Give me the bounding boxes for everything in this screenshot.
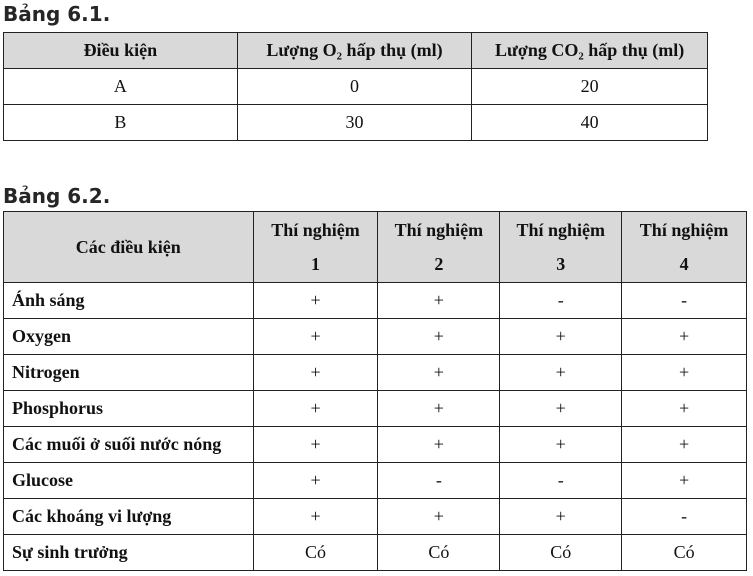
table-cell: Có [253, 535, 378, 571]
table-cell: + [378, 283, 500, 319]
table-cell: + [622, 391, 747, 427]
header-experiment-2 [378, 212, 500, 283]
table-cell: 40 [472, 105, 708, 141]
experiment-label: Thí nghiệm [516, 220, 605, 240]
table-cell: Có [622, 535, 747, 571]
table-cell: + [622, 463, 747, 499]
table-cell: + [500, 355, 622, 391]
header-o2-absorbed: Lượng O₂ hấp thụ (ml) [237, 33, 472, 69]
table-cell: 30 [237, 105, 472, 141]
table-row [4, 499, 747, 535]
experiment-number: 1 [311, 254, 321, 274]
experiment-label: Thí nghiệm [271, 220, 360, 240]
experiment-number: 4 [679, 254, 689, 274]
header-co2-absorbed: Lượng CO₂ hấp thụ (ml) [472, 33, 708, 69]
table-cell: + [378, 319, 500, 355]
experiment-label: Thí nghiệm [639, 220, 729, 240]
table-row [4, 535, 747, 571]
condition-cell: Phosphorus [4, 391, 254, 427]
table-row [4, 283, 747, 319]
table-cell: - [622, 283, 747, 319]
table-cell: + [500, 499, 622, 535]
table1-caption: Bảng 6.1. [3, 2, 111, 26]
table-cell: - [378, 463, 500, 499]
table-cell: + [500, 391, 622, 427]
table-cell: + [253, 499, 378, 535]
table-header-row [4, 33, 708, 69]
experiment-number: 3 [556, 254, 566, 274]
table-row [4, 463, 747, 499]
table-cell: + [253, 391, 378, 427]
table-row [4, 105, 708, 141]
condition-cell: Glucose [4, 463, 254, 499]
table-cell: + [500, 427, 622, 463]
table-row [4, 355, 747, 391]
table-cell: + [622, 319, 747, 355]
table-row [4, 319, 747, 355]
table-cell: 0 [237, 69, 472, 105]
table-cell: + [253, 427, 378, 463]
table-row [4, 391, 747, 427]
table-cell: 20 [472, 69, 708, 105]
table-6-1 [3, 32, 708, 141]
table-cell: + [253, 319, 378, 355]
condition-cell: Sự sinh trưởng [4, 535, 254, 571]
table-cell: - [500, 283, 622, 319]
header-experiment-1 [253, 212, 378, 283]
table-cell: + [253, 463, 378, 499]
condition-cell: Các muối ở suối nước nóng [4, 427, 254, 463]
header-experiment-4 [622, 212, 747, 283]
condition-cell: Oxygen [4, 319, 254, 355]
table2-caption: Bảng 6.2. [3, 184, 111, 208]
table-row [4, 69, 708, 105]
table-cell: + [622, 427, 747, 463]
table-cell: B [4, 105, 238, 141]
condition-cell: Ánh sáng [4, 283, 254, 319]
condition-cell: Nitrogen [4, 355, 254, 391]
table-cell: + [378, 355, 500, 391]
table-cell: + [253, 283, 378, 319]
header-condition: Điều kiện [4, 33, 238, 69]
table-cell: Có [500, 535, 622, 571]
table-cell: + [378, 499, 500, 535]
table-6-2 [3, 211, 747, 571]
table-cell: A [4, 69, 238, 105]
table-cell: + [378, 391, 500, 427]
header-conditions: Các điều kiện [4, 212, 254, 283]
table-cell: + [253, 355, 378, 391]
table-row [4, 427, 747, 463]
header-experiment-3 [500, 212, 622, 283]
experiment-number: 2 [434, 254, 444, 274]
table-header-row [4, 212, 747, 283]
table-cell: + [500, 319, 622, 355]
condition-cell: Các khoáng vi lượng [4, 499, 254, 535]
table-cell: - [622, 499, 747, 535]
experiment-label: Thí nghiệm [394, 220, 484, 240]
table-cell: + [622, 355, 747, 391]
table-cell: + [378, 427, 500, 463]
table-cell: - [500, 463, 622, 499]
table-cell: Có [378, 535, 500, 571]
